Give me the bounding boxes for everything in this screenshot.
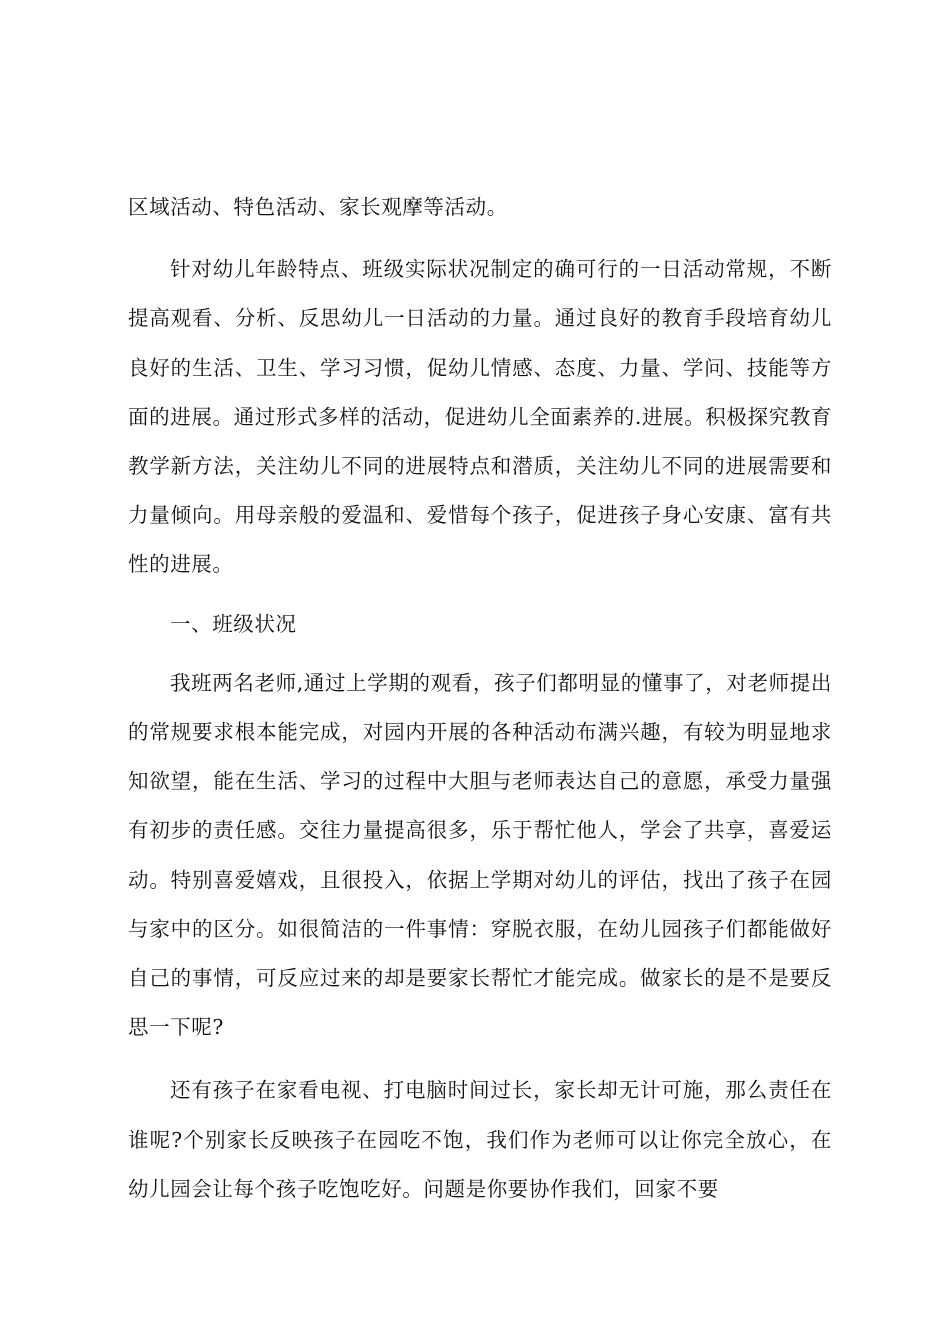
paragraph-home-habits: 还有孩子在家看电视、打电脑时间过长，家长却无计可施，那么责任在谁呢?个别家长反映孩子在园吃不饱，我们作为老师可以让你完全放心，在幼儿园会让每个孩子吃饱吃好。问题是你要协作我们，回家不要 <box>128 1078 832 1201</box>
section-heading-class-status: 一、班级状况 <box>170 611 297 636</box>
paragraph-daily-routine: 针对幼儿年龄特点、班级实际状况制定的确可行的一日活动常规，不断提高观看、分析、反思幼儿一日活动的力量。通过良好的教育手段培育幼儿良好的生活、卫生、学习习惯，促幼儿情感、态度、力量、学问、技能等方面的进展。通过形式多样的活动，促进幼儿全面素养的.进展。积极探究教育教学新方法，关注幼儿不同的进展特点和潜质，关注幼儿不同的进展需要和力量倾向。用母亲般的爱温和、爱惜每个孩子，促进孩子身心安康、富有共性的进展。 <box>128 257 832 577</box>
paragraph-class-status: 我班两名老师,通过上学期的观看，孩子们都明显的懂事了，对老师提出的常规要求根本能完成，对园内开展的各种活动布满兴趣，有较为明显地求知欲望，能在生活、学习的过程中大胆与老师表达自己的意愿，承受力量强有初步的责任感。交往力量提高很多，乐于帮忙他人，学会了共享，喜爱运动。特别喜爱嬉戏，且很投入，依据上学期对幼儿的评估，找出了孩子在园与家中的区分。如很简洁的一件事情：穿脱衣服，在幼儿园孩子们都能做好自己的事情，可反应过来的却是要家长帮忙才能完成。做家长的是不是要反思一下呢? <box>128 670 832 1040</box>
document-body <box>128 183 832 1214</box>
paragraph-continuation: 区域活动、特色活动、家长观摩等活动。 <box>128 195 508 219</box>
